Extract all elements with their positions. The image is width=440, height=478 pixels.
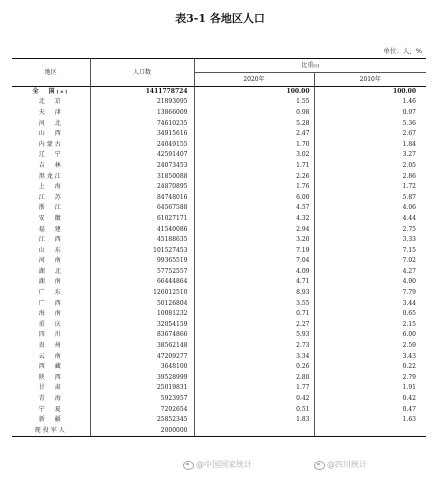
share-2020-cell: 3.34 xyxy=(194,351,314,362)
footnote-marker: [6] xyxy=(56,89,70,95)
table-row xyxy=(12,139,426,150)
share-2010-cell: 0.97 xyxy=(314,108,426,119)
region-cell: 青 海 xyxy=(38,395,63,403)
share-2010-cell: 1.46 xyxy=(314,97,426,108)
share-2010-cell: 2.79 xyxy=(314,373,426,384)
share-2010-cell: 100.00 xyxy=(314,87,426,98)
table-row xyxy=(12,171,426,182)
region-cell: 云 南 xyxy=(38,352,63,360)
share-2010-cell: 4.44 xyxy=(314,214,426,225)
share-2010-cell: 3.27 xyxy=(314,150,426,161)
population-cell: 83674866 xyxy=(90,330,194,341)
region-cell: 山 西 xyxy=(38,130,63,138)
share-2020-cell: 8.93 xyxy=(194,288,314,299)
share-2020-cell: 6.00 xyxy=(194,192,314,203)
population-cell: 34915616 xyxy=(90,129,194,140)
share-2010-cell: 2.75 xyxy=(314,224,426,235)
region-cell: 天 津 xyxy=(38,108,63,116)
population-cell: 10081232 xyxy=(90,309,194,320)
weibo-icon xyxy=(314,460,325,469)
region-cell: 西 藏 xyxy=(38,363,63,371)
table-row xyxy=(12,330,426,341)
share-2020-cell: 7.19 xyxy=(194,245,314,256)
population-cell: 24049155 xyxy=(90,139,194,150)
watermark-right: @四川统计 xyxy=(314,458,367,470)
region-cell: 江 西 xyxy=(38,236,63,244)
table-row xyxy=(12,235,426,246)
population-cell: 64567588 xyxy=(90,203,194,214)
region-cell: 海 南 xyxy=(38,310,63,318)
region-cell: 黑龙江 xyxy=(38,172,63,180)
population-table xyxy=(12,58,426,437)
region-cell: 湖 北 xyxy=(38,267,63,275)
share-2020-cell: 1.76 xyxy=(194,182,314,193)
share-2020-cell: 1.55 xyxy=(194,97,314,108)
share-2020-cell: 2.73 xyxy=(194,341,314,352)
share-2020-cell: 3.02 xyxy=(194,150,314,161)
population-cell: 24073453 xyxy=(90,161,194,172)
share-2010-cell: 4.27 xyxy=(314,267,426,278)
table-row xyxy=(12,150,426,161)
population-cell: 21893095 xyxy=(90,97,194,108)
population-cell: 25019831 xyxy=(90,383,194,394)
table-row xyxy=(12,224,426,235)
table-row xyxy=(12,404,426,415)
region-cell: 河 北 xyxy=(38,119,63,127)
region-cell: 重 庆 xyxy=(38,320,63,328)
share-2020-cell: 2.26 xyxy=(194,171,314,182)
share-2020-cell: 2.47 xyxy=(194,129,314,140)
population-cell: 84748016 xyxy=(90,192,194,203)
share-2010-cell: 2.05 xyxy=(314,161,426,172)
population-cell: 25852345 xyxy=(90,415,194,426)
table-row xyxy=(12,108,426,119)
table-row xyxy=(12,277,426,288)
weibo-icon xyxy=(183,460,194,469)
region-cell: 上 海 xyxy=(38,183,63,191)
population-cell: 13866009 xyxy=(90,108,194,119)
table-row xyxy=(12,97,426,108)
table-row xyxy=(12,373,426,384)
share-2010-cell: 4.90 xyxy=(314,277,426,288)
watermark-left: @中国国家统计 xyxy=(183,458,252,470)
footnote-marker: [5] xyxy=(313,62,320,68)
table-row xyxy=(12,118,426,129)
share-2010-cell: 3.44 xyxy=(314,298,426,309)
share-2020-cell: 1.70 xyxy=(194,139,314,150)
region-cell: 浙 江 xyxy=(38,204,63,212)
share-2020-cell: 3.20 xyxy=(194,235,314,246)
share-2010-cell: 5.87 xyxy=(314,192,426,203)
population-cell: 32054159 xyxy=(90,320,194,331)
header-region: 地区 xyxy=(12,59,90,87)
header-population: 人口数 xyxy=(90,59,194,87)
region-cell: 安 徽 xyxy=(38,214,63,222)
share-2010-cell: 2.67 xyxy=(314,129,426,140)
share-2020-cell: 3.55 xyxy=(194,298,314,309)
region-cell: 甘 肃 xyxy=(38,384,63,392)
share-2010-cell: 7.79 xyxy=(314,288,426,299)
share-2020-cell: 4.57 xyxy=(194,203,314,214)
table-row xyxy=(12,320,426,331)
share-2010-cell: 2.86 xyxy=(314,171,426,182)
share-2010-cell: 2.15 xyxy=(314,320,426,331)
region-cell: 内蒙古 xyxy=(38,140,63,148)
share-2020-cell: 5.93 xyxy=(194,330,314,341)
population-cell: 47209277 xyxy=(90,351,194,362)
share-2010-cell: 3.33 xyxy=(314,235,426,246)
region-cell: 湖 南 xyxy=(38,278,63,286)
region-cell: 新 疆 xyxy=(38,416,63,424)
population-cell: 31850088 xyxy=(90,171,194,182)
table-row xyxy=(12,267,426,278)
share-2020-cell: 4.32 xyxy=(194,214,314,225)
region-cell: 北 京 xyxy=(38,98,63,106)
table-row xyxy=(12,394,426,405)
share-2020-cell: 0.51 xyxy=(194,404,314,415)
table-row xyxy=(12,351,426,362)
table-row xyxy=(12,161,426,172)
table-body xyxy=(12,87,426,437)
region-cell: 全 国[6] xyxy=(32,88,70,96)
region-cell: 辽 宁 xyxy=(38,151,63,159)
population-cell: 99365519 xyxy=(90,256,194,267)
population-cell: 24870895 xyxy=(90,182,194,193)
table-row xyxy=(12,214,426,225)
population-cell: 126012510 xyxy=(90,288,194,299)
region-cell: 河 南 xyxy=(38,257,63,265)
table-row xyxy=(12,129,426,140)
population-cell: 41540086 xyxy=(90,224,194,235)
table-row xyxy=(12,341,426,352)
share-2010-cell: 0.42 xyxy=(314,394,426,405)
share-2010-cell xyxy=(314,426,426,437)
share-2010-cell: 2.59 xyxy=(314,341,426,352)
share-2020-cell: 7.04 xyxy=(194,256,314,267)
table-row xyxy=(12,256,426,267)
population-cell: 38562148 xyxy=(90,341,194,352)
table-row xyxy=(12,182,426,193)
region-cell: 宁 夏 xyxy=(38,405,63,413)
share-2010-cell: 0.65 xyxy=(314,309,426,320)
share-2020-cell: 2.27 xyxy=(194,320,314,331)
table-row-total xyxy=(12,87,426,98)
population-cell: 50126804 xyxy=(90,298,194,309)
population-cell: 61027171 xyxy=(90,214,194,225)
population-cell: 101527453 xyxy=(90,245,194,256)
table-row xyxy=(12,245,426,256)
table-row xyxy=(12,309,426,320)
region-cell: 现役军人 xyxy=(12,426,90,437)
region-cell: 广 东 xyxy=(38,289,63,297)
share-2020-cell: 1.83 xyxy=(194,415,314,426)
region-cell: 陕 西 xyxy=(38,373,63,381)
population-cell: 39528999 xyxy=(90,373,194,384)
population-cell: 42591407 xyxy=(90,150,194,161)
share-2020-cell xyxy=(194,426,314,437)
table-row xyxy=(12,415,426,426)
table-row xyxy=(12,426,426,437)
population-cell: 1411778724 xyxy=(90,87,194,98)
share-2020-cell: 2.80 xyxy=(194,373,314,384)
population-cell: 57752557 xyxy=(90,267,194,278)
population-cell: 66444864 xyxy=(90,277,194,288)
region-cell: 山 东 xyxy=(38,246,63,254)
table-row xyxy=(12,298,426,309)
share-2010-cell: 3.43 xyxy=(314,351,426,362)
table-title: 表3-1 各地区人口 xyxy=(175,12,265,25)
table-row xyxy=(12,192,426,203)
region-cell: 贵 州 xyxy=(38,342,63,350)
table-row xyxy=(12,288,426,299)
share-2010-cell: 7.02 xyxy=(314,256,426,267)
population-cell: 7202654 xyxy=(90,404,194,415)
share-2020-cell: 0.98 xyxy=(194,108,314,119)
share-2020-cell: 5.28 xyxy=(194,118,314,129)
share-2010-cell: 4.06 xyxy=(314,203,426,214)
region-cell: 四 川 xyxy=(38,331,63,339)
share-2020-cell: 4.09 xyxy=(194,267,314,278)
region-cell: 吉 林 xyxy=(38,161,63,169)
share-2010-cell: 6.00 xyxy=(314,330,426,341)
unit-label: 单位：人，% xyxy=(383,47,422,55)
share-2010-cell: 7.15 xyxy=(314,245,426,256)
share-2020-cell: 4.71 xyxy=(194,277,314,288)
share-2010-cell: 1.72 xyxy=(314,182,426,193)
share-2010-cell: 1.63 xyxy=(314,415,426,426)
population-cell: 2000000 xyxy=(90,426,194,437)
region-cell: 江 苏 xyxy=(38,193,63,201)
header-2010: 2010年 xyxy=(314,73,426,87)
share-2020-cell: 1.77 xyxy=(194,383,314,394)
population-cell: 45188635 xyxy=(90,235,194,246)
table-row xyxy=(12,362,426,373)
header-share: 比重[5] xyxy=(194,59,426,73)
share-2020-cell: 1.71 xyxy=(194,161,314,172)
table-row xyxy=(12,383,426,394)
population-cell: 74610235 xyxy=(90,118,194,129)
share-2010-cell: 0.22 xyxy=(314,362,426,373)
population-cell: 5923957 xyxy=(90,394,194,405)
region-cell: 广 西 xyxy=(38,299,63,307)
share-2020-cell: 0.42 xyxy=(194,394,314,405)
region-cell: 福 建 xyxy=(38,225,63,233)
share-2020-cell: 0.26 xyxy=(194,362,314,373)
share-2010-cell: 1.91 xyxy=(314,383,426,394)
share-2020-cell: 2.94 xyxy=(194,224,314,235)
header-2020: 2020年 xyxy=(194,73,314,87)
share-2010-cell: 1.84 xyxy=(314,139,426,150)
share-2010-cell: 0.47 xyxy=(314,404,426,415)
population-cell: 3648100 xyxy=(90,362,194,373)
share-2020-cell: 100.00 xyxy=(194,87,314,98)
share-2010-cell: 5.36 xyxy=(314,118,426,129)
share-2020-cell: 0.71 xyxy=(194,309,314,320)
table-row xyxy=(12,203,426,214)
